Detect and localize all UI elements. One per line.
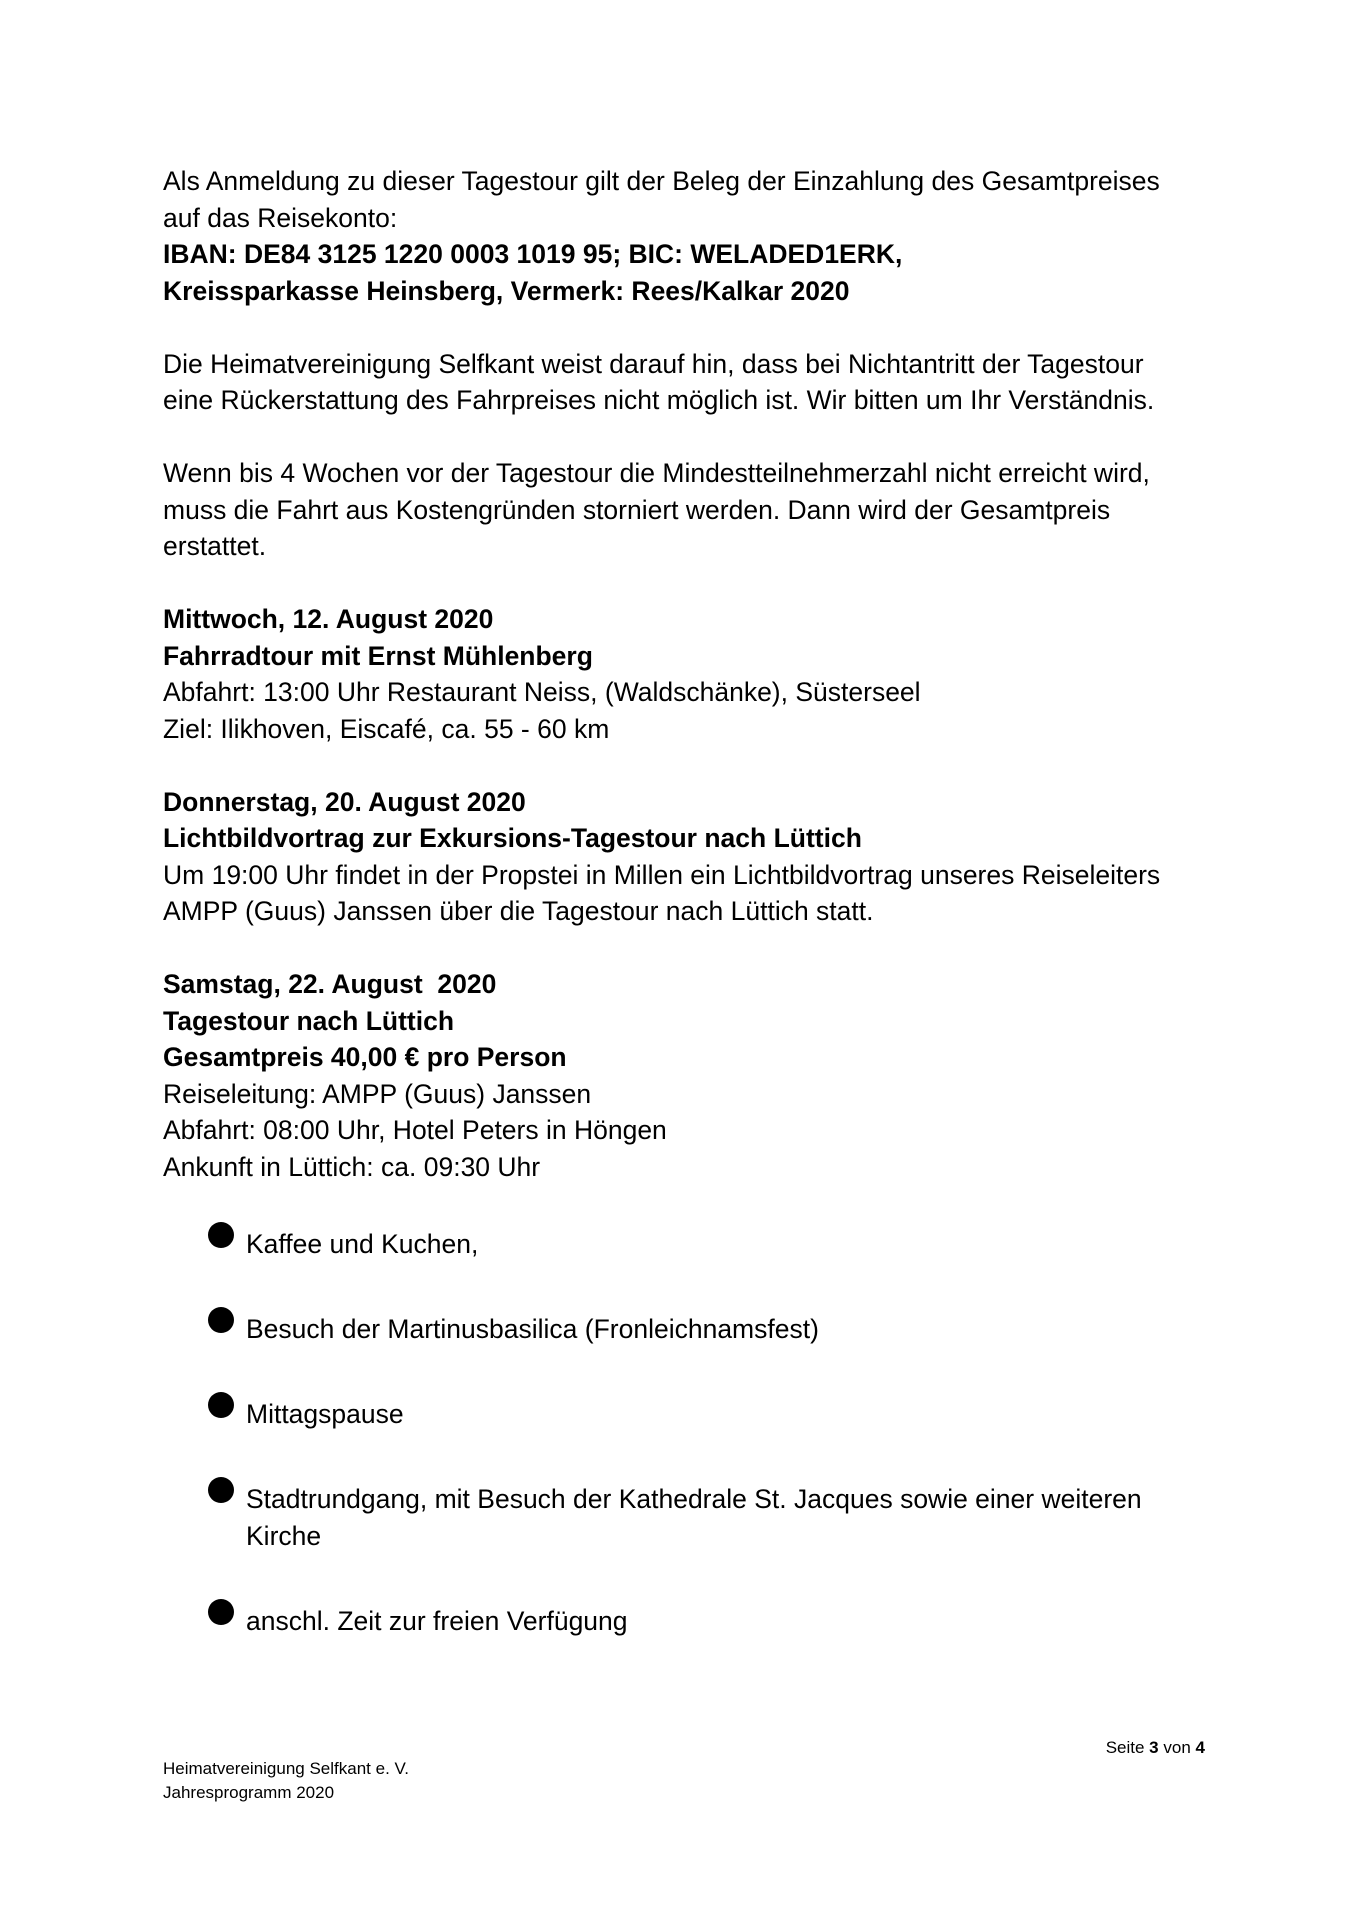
list-item bbox=[208, 1226, 478, 1263]
list-item-text: Stadtrundgang, mit Besuch der Kathedrale St. Jacques sowie einer weiteren Kirche bbox=[246, 1484, 1142, 1551]
event-3-price: Gesamtpreis 40,00 € pro Person bbox=[163, 1042, 567, 1072]
intro-line-2: auf das Reisekonto: bbox=[163, 202, 398, 233]
intro-line-1: Als Anmeldung zu dieser Tagestour gilt der Beleg der Einzahlung des Gesamtpreises bbox=[163, 166, 1160, 196]
bank-details-line-2: Kreissparkasse Heinsberg, Vermerk: Rees/Kalkar 2020 bbox=[163, 275, 850, 306]
cancellation-line-2: muss die Fahrt aus Kostengründen storniert werden. Dann wird der Gesamtpreis bbox=[163, 494, 1111, 525]
event-3-arrival: Ankunft in Lüttich: ca. 09:30 Uhr bbox=[163, 1151, 541, 1182]
page-number-separator: von bbox=[1163, 1738, 1191, 1757]
page-number bbox=[1106, 1736, 1205, 1760]
event-1-destination: Ziel: Ilikhoven, Eiscafé, ca. 55 - 60 km bbox=[163, 713, 610, 744]
event-2-line-2: AMPP (Guus) Janssen über die Tagestour nach Lüttich statt. bbox=[163, 896, 874, 926]
footer-organization: Heimatvereinigung Selfkant e. V. bbox=[163, 1759, 410, 1778]
page-number-prefix: Seite bbox=[1105, 1738, 1145, 1757]
event-3-tour-guide: Reiseleitung: AMPP (Guus) Janssen bbox=[163, 1078, 592, 1109]
footer-program: Jahresprogramm 2020 bbox=[163, 1783, 335, 1802]
event-3-date: Samstag, 22. August 2020 bbox=[163, 969, 497, 999]
list-item-text: Besuch der Martinusbasilica (Fronleichnamsfest) bbox=[246, 1314, 819, 1344]
list-item bbox=[208, 1396, 404, 1433]
cancellation-line-1: Wenn bis 4 Wochen vor der Tagestour die Mindestteilnehmerzahl nicht erreicht wird, bbox=[163, 458, 1150, 488]
event-3-departure: Abfahrt: 08:00 Uhr, Hotel Peters in Höngen bbox=[163, 1115, 667, 1145]
bullet-icon bbox=[208, 1599, 234, 1625]
event-3-title: Tagestour nach Lüttich bbox=[163, 1005, 455, 1036]
list-item-text: Mittagspause bbox=[246, 1399, 404, 1429]
list-item bbox=[208, 1603, 628, 1640]
event-2-date: Donnerstag, 20. August 2020 bbox=[163, 786, 526, 817]
cancellation-line-3: erstattet. bbox=[163, 531, 267, 561]
list-item-text: anschl. Zeit zur freien Verfügung bbox=[246, 1606, 628, 1636]
notice-line-2: eine Rückerstattung des Fahrpreises nicht möglich ist. Wir bitten um Ihr Verständnis. bbox=[163, 385, 1155, 415]
page-number-total: 4 bbox=[1195, 1738, 1205, 1757]
bullet-icon bbox=[208, 1307, 234, 1333]
bullet-icon bbox=[208, 1222, 234, 1248]
bank-details-line-1: IBAN: DE84 3125 1220 0003 1019 95; BIC: WELADED1ERK, bbox=[163, 239, 903, 269]
document-body bbox=[163, 163, 1223, 1185]
event-2-title: Lichtbildvortrag zur Exkursions-Tagestour nach Lüttich bbox=[163, 823, 862, 853]
list-item bbox=[208, 1481, 1206, 1554]
bullet-icon bbox=[208, 1477, 234, 1503]
footer bbox=[163, 1757, 409, 1805]
event-1-departure: Abfahrt: 13:00 Uhr Restaurant Neiss, (Waldschänke), Süsterseel bbox=[163, 677, 921, 707]
event-1-title: Fahrradtour mit Ernst Mühlenberg bbox=[163, 640, 593, 671]
event-1-date: Mittwoch, 12. August 2020 bbox=[163, 604, 494, 634]
list-item-text: Kaffee und Kuchen, bbox=[246, 1229, 479, 1259]
list-item bbox=[208, 1311, 819, 1348]
bullet-icon bbox=[208, 1392, 234, 1418]
notice-line-1: Die Heimatvereinigung Selfkant weist darauf hin, dass bei Nichtantritt der Tagestour bbox=[163, 348, 1144, 379]
event-2-line-1: Um 19:00 Uhr findet in der Propstei in Millen ein Lichtbildvortrag unseres Reiseleiters bbox=[163, 859, 1161, 890]
page-number-current: 3 bbox=[1149, 1738, 1159, 1757]
